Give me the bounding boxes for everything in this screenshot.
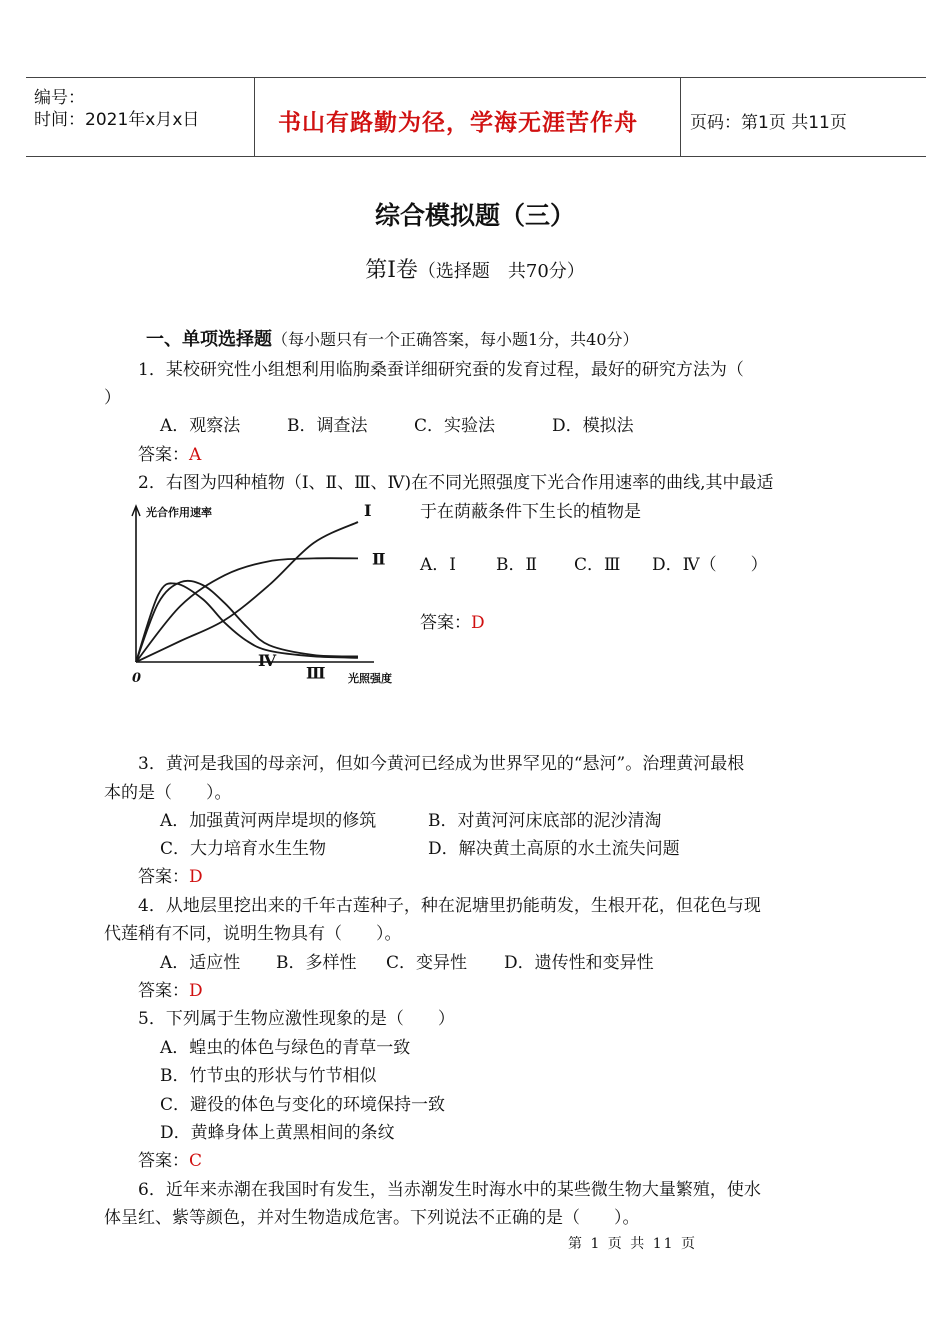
q3-option-d: D．解决黄土高原的水土流失问题 [428,839,680,859]
q4-option-c: C．变异性 [386,953,468,973]
q2-option-b: B．Ⅱ [496,555,538,575]
q6-stem-cont: 体呈红、紫等颜色，并对生物造成危害。下列说法不正确的是（ ）。 [104,1208,640,1228]
q2-answer [420,608,485,633]
q3-option-b: B．对黄河河床底部的泥沙清淘 [428,811,662,831]
q1-option-d: D．模拟法 [552,416,634,436]
x-axis-label: 光照强度 [348,672,392,685]
answer-value: C [189,1151,203,1171]
q4-answer [138,976,203,1001]
q3-answer [138,862,203,887]
answer-value: A [189,445,202,465]
q4-option-d: D．遗传性和变异性 [504,953,654,973]
q5-answer [138,1146,202,1171]
answer-value: D [189,867,203,887]
q3-stem: 3．黄河是我国的母亲河，但如今黄河已经成为世界罕见的“悬河”。治理黄河最根 [138,754,745,774]
q4-stem-cont: 代莲稍有不同，说明生物具有（ ）。 [104,924,402,944]
q2-option-a: A．Ⅰ [420,555,456,575]
curve-label: Ⅲ [306,663,326,683]
curve-label: Ⅳ [258,650,277,670]
answer-label: 答案： [138,1151,189,1171]
q4-stem: 4．从地层里挖出来的千年古莲种子，种在泥塘里扔能萌发，生根开花，但花色与现 [138,896,761,916]
answer-label: 答案： [138,981,189,1001]
curve-series-3 [136,581,358,662]
volume-main: 第Ⅰ卷 [365,258,418,283]
q4-option-a: A．适应性 [160,953,241,973]
origin-label: 0 [132,671,142,686]
q1-stem-cont: ） [104,388,121,408]
volume-title [0,253,950,284]
motto: 书山有路勤为径，学海无涯苦作舟 [278,109,638,136]
page-footer: 第 1 页 共 11 页 [568,1236,697,1252]
page-title: 综合模拟题（三） [374,201,575,230]
header-divider [254,78,255,156]
code-label: 编号： [34,88,85,108]
q5-option-d: D．黄蜂身体上黄黑相间的条纹 [160,1123,395,1143]
q5-stem: 5．下列属于生物应激性现象的是（ ） [138,1009,455,1029]
curve-label: Ⅰ [364,501,372,520]
q2-option-d: D．Ⅳ（ ） [652,555,768,575]
page-label: 页码：第1页 共11页 [690,113,847,133]
curve-series-4 [136,583,358,662]
answer-label: 答案： [138,867,189,887]
time-label: 时间：2021年x月x日 [34,110,200,130]
answer-label: 答案： [138,445,189,465]
q2-stem: 2．右图为四种植物（Ⅰ、Ⅱ、Ⅲ、Ⅳ)在不同光照强度下光合作用速率的曲线,其中最适 [138,473,774,493]
q5-option-b: B．竹节虫的形状与竹节相似 [160,1066,377,1086]
q1-answer [138,440,201,465]
page-header [26,77,926,157]
answer-value: D [189,981,203,1001]
q6-stem: 6．近年来赤潮在我国时有发生，当赤潮发生时海水中的某些微生物大量繁殖，使水 [138,1180,761,1200]
q5-option-a: A．蝗虫的体色与绿色的青草一致 [160,1038,411,1058]
photosynthesis-chart [118,496,418,696]
section-heading [146,325,639,351]
answer-value: D [471,613,485,633]
q4-option-b: B．多样性 [276,953,357,973]
section-note: （每小题只有一个正确答案，每小题1分，共40分） [272,330,639,349]
curve-label: Ⅱ [372,549,386,569]
answer-label: 答案： [420,613,471,633]
q3-stem-cont: 本的是（ ）。 [104,783,232,803]
q1-option-a: A．观察法 [160,416,241,436]
q1-stem: 1．某校研究性小组想利用临朐桑蚕详细研究蚕的发育过程，最好的研究方法为（ [138,360,744,380]
section-title: 一、单项选择题 [146,329,272,350]
q1-option-c: C．实验法 [414,416,496,436]
q2-option-c: C．Ⅲ [574,555,621,575]
y-axis-label: 光合作用速率 [146,506,212,519]
q3-option-c: C．大力培育水生生物 [160,839,327,859]
volume-paren: （选择题 共70分） [417,261,585,282]
q2-stem-cont: 于在荫蔽条件下生长的植物是 [420,502,641,522]
q1-option-b: B．调查法 [287,416,368,436]
q3-option-a: A．加强黄河两岸堤坝的修筑 [160,811,377,831]
chart-curves [136,522,358,662]
header-divider [680,78,681,156]
q5-option-c: C．避役的体色与变化的环境保持一致 [160,1095,446,1115]
